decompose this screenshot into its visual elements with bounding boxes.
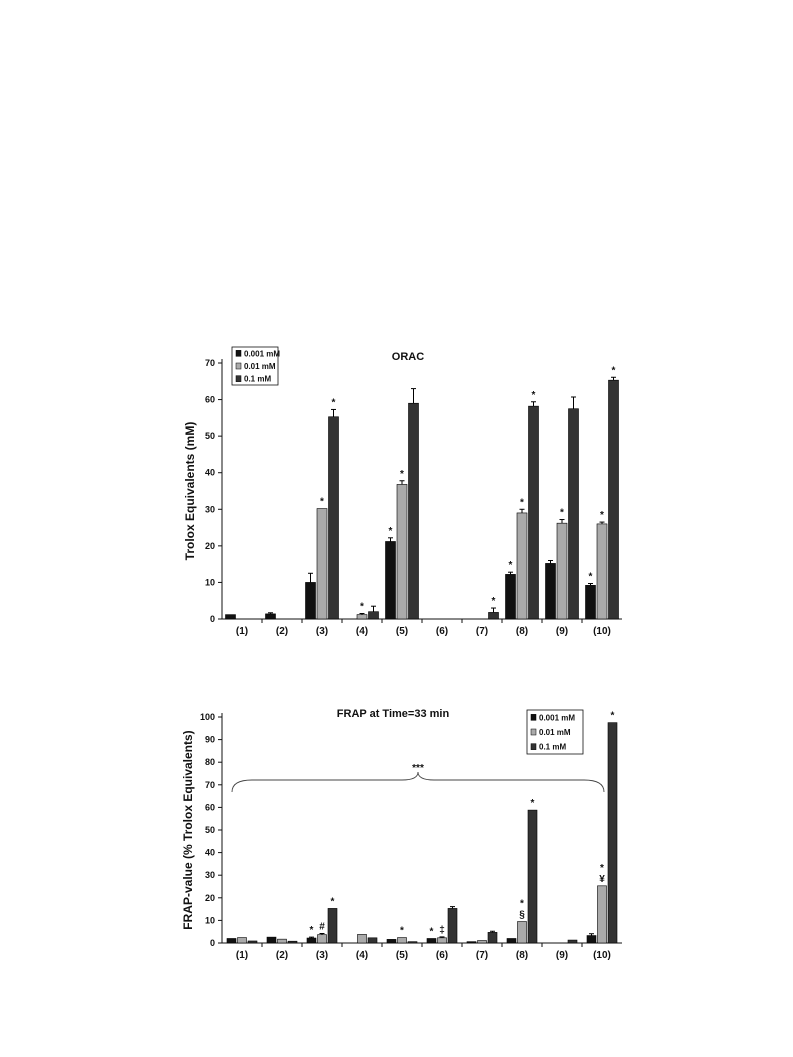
legend-swatch [531, 714, 536, 720]
legend-entry: 0.1 mM [539, 742, 567, 752]
bar [438, 938, 447, 943]
y-tick-label: 80 [204, 757, 215, 768]
legend-swatch [531, 729, 536, 735]
bar [368, 938, 377, 943]
bar [568, 940, 577, 943]
significance-mark: * [600, 510, 604, 522]
x-tick-label: (4) [355, 950, 369, 961]
significance-mark: * [331, 397, 336, 409]
x-tick-label: (7) [475, 626, 489, 637]
significance-mark: ¥ [599, 873, 605, 885]
x-tick-label: (1) [235, 950, 249, 961]
bar [609, 380, 619, 619]
significance-mark: * [520, 898, 524, 910]
x-tick-label: (9) [555, 626, 569, 637]
bar [488, 932, 497, 943]
bar [317, 509, 327, 619]
significance-mark: * [530, 798, 535, 810]
significance-mark: # [319, 921, 325, 933]
chart-1 [183, 347, 622, 637]
significance-mark: * [560, 507, 564, 519]
bar [328, 908, 337, 943]
y-tick-label: 20 [204, 892, 215, 903]
bar [517, 513, 527, 619]
significance-mark: * [508, 560, 513, 572]
y-tick-label: 100 [199, 712, 215, 722]
bar [586, 585, 596, 619]
x-tick-label: (5) [395, 626, 409, 637]
x-tick-label: (3) [315, 626, 329, 637]
chart-title: FRAP at Time=33 min [336, 708, 450, 720]
x-tick-label: (7) [475, 950, 489, 961]
y-axis-label: FRAP-value (% Trolox Equivalents) [181, 730, 195, 930]
legend [232, 347, 280, 385]
bar [598, 886, 607, 943]
significance-mark: * [400, 468, 404, 480]
legend-swatch [531, 744, 536, 750]
bar [397, 484, 407, 619]
x-tick-label: (9) [555, 950, 569, 961]
bar [306, 582, 316, 619]
bracket-label: *** [412, 763, 424, 774]
y-tick-label: 40 [204, 847, 215, 858]
y-tick-label: 70 [204, 358, 215, 368]
legend [527, 710, 583, 754]
legend-swatch [236, 376, 241, 382]
y-tick-label: 50 [204, 825, 215, 835]
bar [467, 942, 476, 943]
x-tick-label: (10) [593, 626, 611, 637]
bar [478, 941, 487, 943]
y-tick-label: 60 [204, 802, 215, 813]
bar [358, 934, 367, 943]
y-tick-label: 10 [204, 577, 215, 588]
x-tick-label: (10) [593, 950, 611, 961]
y-tick-label: 10 [204, 915, 215, 926]
bar [329, 417, 339, 619]
bar [608, 723, 617, 943]
x-tick-label: (1) [235, 626, 249, 637]
bar [226, 615, 236, 619]
bar [546, 563, 556, 619]
x-tick-label: (2) [275, 950, 289, 961]
bar [266, 614, 276, 619]
bar [227, 938, 236, 943]
significance-mark: ‡ [439, 924, 445, 936]
y-tick-label: 20 [204, 540, 215, 551]
bar [238, 938, 247, 943]
bar [386, 541, 396, 619]
y-tick-label: 50 [204, 431, 215, 442]
bar [409, 403, 419, 619]
significance-mark: * [491, 596, 496, 608]
bar [398, 938, 407, 943]
x-tick-label: (8) [515, 626, 529, 637]
bar [318, 935, 327, 943]
bar [307, 938, 316, 943]
bar [506, 574, 516, 619]
y-tick-label: 70 [204, 779, 215, 790]
bar [288, 941, 297, 943]
y-tick-label: 0 [209, 614, 215, 624]
bar [267, 937, 276, 943]
bar [387, 939, 396, 943]
x-tick-label: (6) [435, 950, 449, 961]
x-tick-label: (2) [275, 626, 289, 637]
bar [569, 409, 579, 619]
significance-mark: * [531, 389, 536, 401]
bar [528, 810, 537, 943]
legend-entry: 0.001 mM [539, 713, 576, 723]
x-tick-label: (8) [515, 950, 529, 961]
significance-mark: * [429, 926, 434, 938]
bar [597, 524, 607, 619]
y-tick-label: 90 [204, 734, 215, 745]
legend-entry: 0.01 mM [539, 728, 571, 737]
bar [369, 612, 379, 619]
significance-mark: * [588, 571, 593, 583]
x-tick-label: (5) [395, 950, 409, 961]
y-tick-label: 0 [209, 938, 215, 948]
significance-bracket [232, 772, 604, 792]
y-tick-label: 30 [204, 870, 215, 881]
significance-mark: * [330, 896, 335, 908]
legend-swatch [236, 350, 241, 356]
significance-mark: * [600, 862, 604, 874]
y-tick-label: 40 [204, 467, 215, 478]
significance-mark: * [400, 925, 404, 937]
legend-entry: 0.001 mM [244, 349, 281, 359]
bar [248, 941, 257, 943]
significance-mark: * [320, 496, 324, 508]
chart-2 [181, 708, 622, 961]
bar [518, 922, 527, 943]
bar [587, 936, 596, 943]
bar [427, 938, 436, 943]
bar [278, 939, 287, 943]
significance-mark: * [309, 925, 314, 937]
bar [557, 523, 567, 619]
y-axis-label: Trolox Equivalents (mM) [183, 421, 197, 561]
x-tick-label: (6) [435, 626, 449, 637]
bar [357, 615, 367, 619]
significance-mark: * [611, 365, 616, 377]
bar [408, 942, 417, 943]
significance-mark: § [519, 909, 525, 921]
y-tick-label: 30 [204, 504, 215, 515]
legend-swatch [236, 363, 241, 369]
legend-entry: 0.01 mM [244, 362, 276, 371]
significance-mark: * [388, 525, 393, 537]
y-tick-label: 60 [204, 394, 215, 405]
chart-title: ORAC [391, 351, 425, 363]
x-tick-label: (3) [315, 950, 329, 961]
significance-mark: * [520, 497, 524, 509]
x-tick-label: (4) [355, 626, 369, 637]
significance-mark: * [610, 710, 615, 722]
bar [448, 908, 457, 943]
bar [507, 938, 516, 943]
legend-entry: 0.1 mM [244, 374, 272, 384]
significance-mark: * [360, 601, 364, 613]
bar [489, 612, 499, 619]
bar [529, 406, 539, 619]
